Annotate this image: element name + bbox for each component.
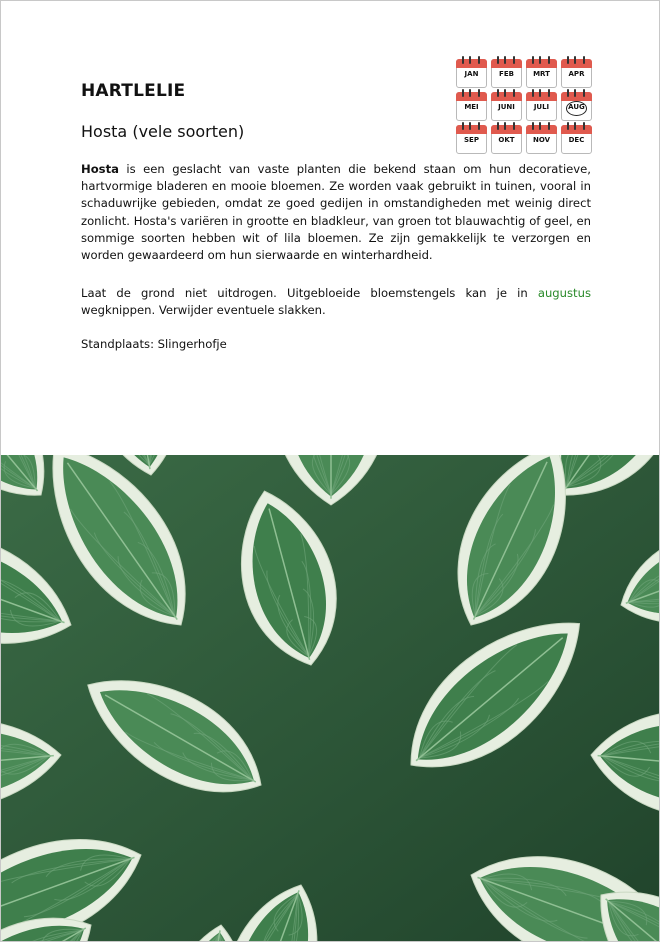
- month-nov: [526, 125, 557, 154]
- month-label: AUG: [568, 103, 585, 111]
- month-label: SEP: [464, 136, 479, 144]
- month-juli: [526, 92, 557, 121]
- month-label: NOV: [532, 136, 551, 144]
- plant-subtitle: Hosta (vele soorten): [81, 122, 245, 141]
- month-feb: [491, 59, 522, 88]
- month-dec: [561, 125, 592, 154]
- month-label: JULI: [533, 103, 550, 111]
- plant-title: HARTLELIE: [81, 81, 186, 101]
- flowering-calendar: [456, 59, 592, 155]
- month-label: FEB: [499, 70, 514, 78]
- location-text: Standplaats: Slingerhofje: [81, 337, 227, 351]
- month-label: MEI: [464, 103, 479, 111]
- month-label: JUNI: [498, 103, 515, 111]
- month-label: APR: [568, 70, 585, 78]
- hosta-leaves-photo: [1, 455, 659, 941]
- month-sep: [456, 125, 487, 154]
- month-mrt: [526, 59, 557, 88]
- description-lead: Hosta: [81, 162, 119, 176]
- month-label: DEC: [568, 136, 585, 144]
- care-before: Laat de grond niet uitdrogen. Uitgebloeide bloemstengels kan je in: [81, 286, 538, 300]
- month-juni: [491, 92, 522, 121]
- month-label: OKT: [498, 136, 515, 144]
- month-okt: [491, 125, 522, 154]
- month-aug: [561, 92, 592, 121]
- month-apr: [561, 59, 592, 88]
- month-jan: [456, 59, 487, 88]
- month-mei: [456, 92, 487, 121]
- care-instructions: [81, 285, 591, 319]
- care-after: wegknippen. Verwijder eventuele slakken.: [81, 303, 326, 318]
- description-text: is een geslacht van vaste planten die bekend staan om hun decoratieve, hartvormige bladeren en mooie bloemen. Ze worden vaak gebruikt in tuinen, vooral in schaduwrijke gebieden, omdat ze goed gedijen in omstandigheden met weinig direct zonlicht. Hosta's variëren in grootte en bladkleur, van groen tot blauwachtig of geel, en sommige soorten hebben wit of lila bloemen. Ze zijn gemakkelijk te verzorgen en worden gewaardeerd om hun sierwaarde en winterhardheid.: [81, 162, 591, 263]
- plant-description: [81, 161, 591, 264]
- month-label: JAN: [464, 70, 479, 78]
- leaves-illustration: [1, 455, 659, 941]
- month-label: MRT: [533, 70, 550, 78]
- care-month: augustus: [537, 286, 591, 300]
